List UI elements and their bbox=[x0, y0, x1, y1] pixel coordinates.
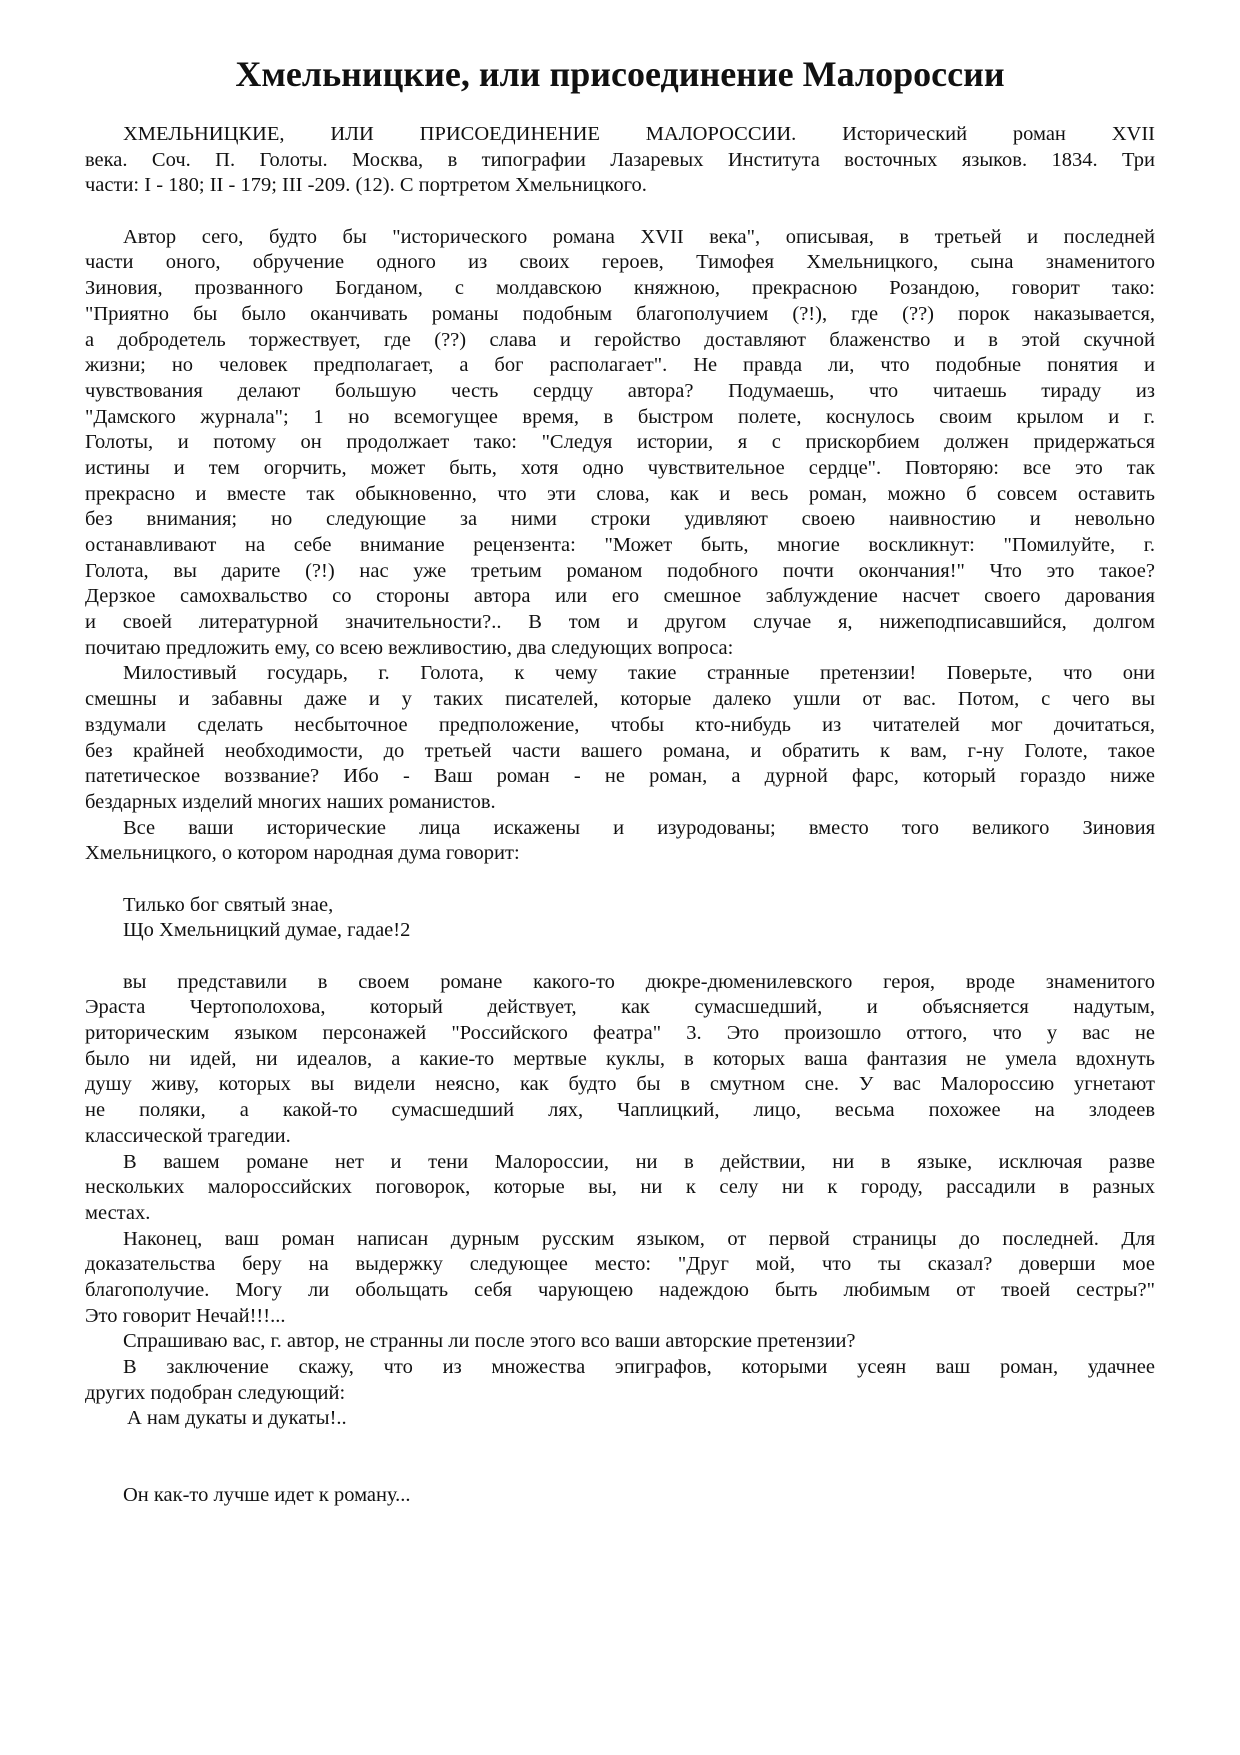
text-line: и своей литературной значительности?.. В том и другом случае я, нижеподписавшийся, долгом bbox=[85, 611, 1155, 634]
text-line: жизни; но человек предполагает, а бог располагает". Не правда ли, что подобные понятия и bbox=[85, 354, 1155, 377]
text-line: вздумали сделать несбыточное предположение, чтобы кто-нибудь из читателей мог дочитаться, bbox=[85, 713, 1155, 736]
text-line: риторическим языком персонажей "Российского феатра" 3. Это произошло оттого, что у вас не bbox=[85, 1022, 1155, 1045]
text-line: останавливают на себе внимание рецензента: "Может быть, многие воскликнут: "Помилуйте, г. bbox=[85, 534, 1155, 556]
text-line: Голота, вы дарите (?!) нас уже третьим романом подобного почти окончания!" Что это такое? bbox=[85, 559, 1155, 582]
text-line: истины и тем огорчить, может быть, хотя одно чувствительное сердце". Повторяю: все это так bbox=[85, 456, 1155, 479]
text-line: бездарных изделий многих наших романистов. bbox=[85, 790, 496, 813]
text-line: Хмельницкого, о котором народная дума говорит: bbox=[85, 842, 520, 865]
text-line: "Дамского журнала"; 1 но всемогущее время, в быстром полете, коснулось своим крылом и г. bbox=[85, 405, 1155, 428]
text-line: В заключение скажу, что из множества эпиграфов, которыми усеян ваш роман, удачнее bbox=[123, 1356, 1155, 1378]
text-line: Зиновия, прозванного Богданом, с молдавскою княжною, прекрасною Розандою, говорит тако: bbox=[85, 277, 1155, 300]
text-line: В вашем романе нет и тени Малороссии, ни в действии, ни в языке, исключая разве bbox=[123, 1150, 1155, 1173]
blank-line bbox=[85, 944, 1155, 970]
text-line: нескольких малороссийских поговорок, которые вы, ни к селу ни к городу, рассадили в разных bbox=[85, 1176, 1155, 1199]
text-line: Дерзкое самохвальство со стороны автора или его смешное заблуждение насчет своего дарования bbox=[85, 585, 1155, 608]
text-line: вы представили в своем романе какого-то дюкре-дюменилевского героя, вроде знаменитого bbox=[123, 970, 1155, 993]
text-line: благополучие. Могу ли обольщать себя чарующею надеждою быть любимым от твоей сестры?" bbox=[85, 1278, 1155, 1301]
text-line: А нам дукаты и дукаты!.. bbox=[127, 1407, 347, 1430]
blank-line bbox=[85, 199, 1155, 225]
text-line: без крайней необходимости, до третьей части вашего романа, и обратить к вам, г-ну Голоте, такое bbox=[85, 739, 1155, 762]
text-line: других подобран следующий: bbox=[85, 1381, 346, 1404]
text-line: Тилько бог святый знае, bbox=[123, 893, 334, 916]
text-line: Милостивый государь, г. Голота, к чему такие странные претензии! Поверьте, что они bbox=[123, 662, 1155, 685]
text-line: классической трагедии. bbox=[85, 1124, 291, 1147]
text-line: Все ваши исторические лица искажены и изуродованы; вместо того великого Зиновия bbox=[123, 816, 1155, 839]
text-line: "Приятно бы было оканчивать романы подобным благополучием (?!), где (??) порок наказывается, bbox=[85, 302, 1155, 325]
text-line: Это говорит Нечай!!!... bbox=[85, 1304, 286, 1327]
text-line: части: I - 180; II - 179; III -209. (12). С портретом Хмельницкого. bbox=[85, 174, 647, 197]
text-line: было ни идей, ни идеалов, а какие-то мертвые куклы, в которых ваша фантазия не умела вдохнуть bbox=[85, 1047, 1155, 1070]
article-body bbox=[85, 122, 1155, 1509]
text-line: Що Хмельницкий думае, гадае!2 bbox=[123, 919, 411, 942]
blank-line bbox=[85, 1458, 1155, 1484]
text-line: доказательства беру на выдержку следующее место: "Друг мой, что ты сказал? доверши мое bbox=[85, 1253, 1155, 1276]
text-line: ХМЕЛЬНИЦКИЕ, ИЛИ ПРИСОЕДИНЕНИЕ МАЛОРОССИИ. Исторический роман XVII bbox=[123, 123, 1155, 145]
text-line: Спрашиваю вас, г. автор, не странны ли после этого всо ваши авторские претензии? bbox=[123, 1330, 856, 1353]
text-line: Автор сего, будто бы "исторического романа XVII века", описывая, в третьей и последней bbox=[123, 225, 1155, 248]
text-line: чувствования делают большую честь сердцу автора? Подумаешь, что читаешь тираду из bbox=[85, 379, 1155, 402]
text-line: части оного, обручение одного из своих героев, Тимофея Хмельницкого, сына знаменитого bbox=[85, 251, 1155, 274]
text-line: почитаю предложить ему, со всею вежливостию, два следующих вопроса: bbox=[85, 636, 734, 659]
blank-line bbox=[85, 1432, 1155, 1458]
text-line: прекрасно и вместе так обыкновенно, что эти слова, как и весь роман, можно б совсем оставить bbox=[85, 482, 1155, 505]
text-line: без внимания; но следующие за ними строки удивляют своею наивностию и невольно bbox=[85, 508, 1155, 531]
text-line: не поляки, а какой-то сумасшедший лях, Чаплицкий, лицо, весьма похожее на злодеев bbox=[85, 1099, 1155, 1122]
text-line: Наконец, ваш роман написан дурным русским языком, от первой страницы до последней. Для bbox=[123, 1227, 1155, 1250]
text-line: Он как-то лучше идет к роману... bbox=[123, 1484, 411, 1507]
page-title: Хмельницкие, или присоединение Малороссии bbox=[235, 54, 1005, 94]
text-line: местах. bbox=[85, 1201, 151, 1224]
text-line: смешны и забавны даже и у таких писателей, которые далеко ушли от вас. Потом, с чего вы bbox=[85, 688, 1155, 711]
text-line: а добродетель торжествует, где (??) слава и геройство доставляют блаженство и в этой скучной bbox=[85, 328, 1155, 351]
text-line: века. Соч. П. Голоты. Москва, в типографии Лазаревых Института восточных языков. 1834. Три bbox=[85, 148, 1155, 171]
text-line: Эраста Чертополохова, который действует, как сумасшедший, и объясняется надутым, bbox=[85, 996, 1155, 1019]
text-line: патетическое воззвание? Ибо - Ваш роман - не роман, а дурной фарс, который гораздо ниже bbox=[85, 765, 1155, 788]
blank-line bbox=[85, 867, 1155, 893]
text-line: Голоты, и потому он продолжает тако: "Следуя истории, я с прискорбием должен придержаться bbox=[85, 431, 1155, 454]
text-line: душу живу, которых вы видели неясно, как будто бы в смутном сне. У вас Малороссию угнетают bbox=[85, 1073, 1155, 1096]
